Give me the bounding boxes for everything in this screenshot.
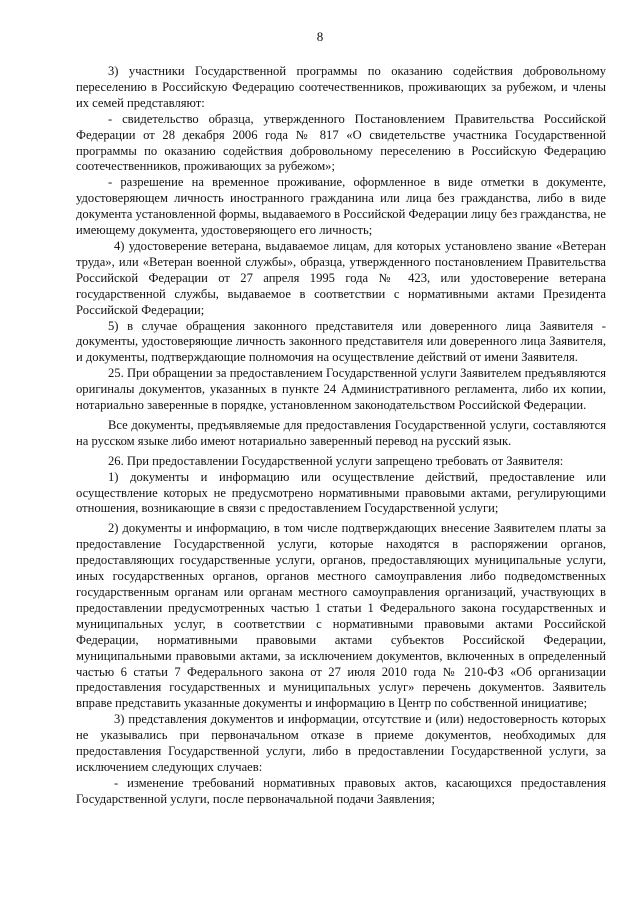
paragraph-certificate-participant: - свидетельство образца, утвержденного Постановлением Правительства Российской Федерации от 28 декабря 2006 года № 817 «О свидетельстве участника Государственной программы по оказанию содействия добровольному переселению в Российскую Федерацию соотечественников, проживающих за рубежом»;: [76, 111, 606, 174]
paragraph-requirements-change: - изменение требований нормативных правовых актов, касающихся предоставления Государственной услуги, после первоначальной подачи Заявления;: [76, 775, 606, 806]
document-body: [76, 64, 606, 808]
page-number: 8: [316, 29, 324, 44]
paragraph-25-originals: 25. При обращении за предоставлением Государственной услуги Заявителем предъявляются оригиналы документов, указанных в пункте 24 Административного регламента, либо их копии, нотариально заверенные в порядке, установленном законодательством Российской Федерации.: [76, 366, 606, 413]
paragraph-russian-language: Все документы, предъявляемые для предоставления Государственной услуги, составляются на русском языке либо имеют нотариально заверенный перевод на русский язык.: [76, 417, 606, 448]
paragraph-26-prohibited: 26. При предоставлении Государственной услуги запрещено требовать от Заявителя:: [108, 453, 564, 468]
paragraph-26-item-1: 1) документы и информацию или осуществление действий, предоставление или осуществление которых не предусмотрено нормативными правовыми актами, регулирующими отношения, возникающие в связи с предоставлением Государственной услуги;: [76, 469, 606, 516]
paragraph-item-4-veteran: 4) удостоверение ветерана, выдаваемое лицам, для которых установлено звание «Ветеран труда», или «Ветеран военной службы», образца, утвержденного постановлением Правительства Российской Федерации от 27 апреля 1995 года № 423, или удостоверение ветерана государственной службы, выдаваемое в соответствии с нормативными актами Президента Российской Федерации;: [76, 238, 606, 317]
paragraph-temporary-residence: - разрешение на временное проживание, оформленное в виде отметки в документе, удостоверяющем личность иностранного гражданина или лица без гражданства, либо в виде документа установленной формы, выдаваемого в Российской Федерации лицу без гражданства, не имеющему документа, удостоверяющего его личность;: [76, 175, 607, 238]
paragraph-item-5-representative: 5) в случае обращения законного представителя или доверенного лица Заявителя - документы, удостоверяющие личность законного представителя или доверенного лица Заявителя, и документы, подтверждающие полномочия на осуществление действий от имени Заявителя.: [76, 318, 606, 365]
paragraph-26-item-3: 3) представления документов и информации, отсутствие и (или) недостоверность которых не указывались при первоначальном отказе в приеме документов, необходимых для предоставления Государственной услуги, либо в предоставлении Государственной услуги, за исключением следующих случаев:: [76, 712, 606, 774]
paragraph-26-item-2: 2) документы и информацию, в том числе подтверждающих внесение Заявителем платы за предоставление Государственной услуги, которые находятся в распоряжении органов, предоставляющих государственные услуги, органов, предоставляющих муниципальные услуги, иных государственных органов, органов местного самоуправления либо подведомственных государственным органам или органам местного самоуправления организаций, участвующих в предоставлении предусмотренных частью 1 статьи 1 Федерального закона государственных и муниципальных услуг, в соответствии с нормативными правовыми актами Российской Федерации, нормативными правовыми актами субъектов Российской Федерации, муниципальными правовыми актами, за исключением документов, включенных в определенный частью 6 статьи 7 Федерального закона от 27 июля 2010 года № 210-ФЗ «Об организации предоставления государственных и муниципальных услуг» перечень документов. Заявитель вправе представить указанные документы и информацию в Центр по собственной инициативе;: [76, 521, 606, 711]
paragraph-item-3-compatriots: 3) участники Государственной программы по оказанию содействия добровольному переселению в Российскую Федерацию соотечественников, проживающих за рубежом, и члены их семей представляют:: [76, 64, 606, 110]
